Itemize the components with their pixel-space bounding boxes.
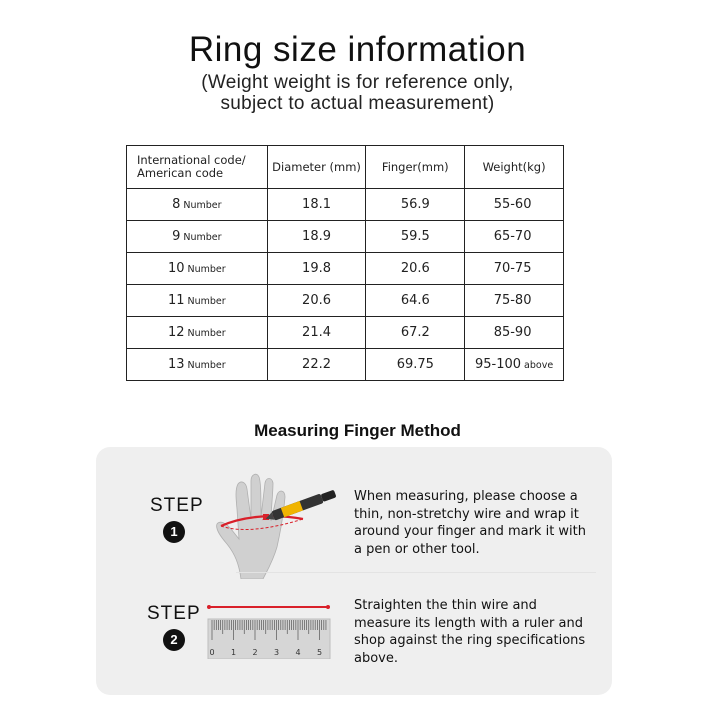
diameter-cell: 18.1 — [267, 189, 366, 221]
size-value: 11 — [167, 293, 185, 308]
size-unit: Number — [183, 232, 222, 243]
size-cell — [127, 189, 268, 221]
header-code-line-1: International code/ — [137, 153, 246, 167]
diameter-cell: 18.9 — [267, 221, 366, 253]
table-row — [127, 285, 564, 317]
ruler-icon — [206, 599, 336, 659]
table-header-row — [127, 146, 564, 189]
method-panel — [96, 447, 612, 695]
table-row — [127, 349, 564, 381]
finger-cell: 69.75 — [366, 349, 465, 381]
weight-cell — [465, 285, 564, 317]
size-cell — [127, 317, 268, 349]
weight-note: above — [524, 360, 554, 371]
size-unit: Number — [187, 264, 226, 275]
weight-value: 85-90 — [493, 325, 532, 340]
weight-cell — [465, 349, 564, 381]
size-cell — [127, 253, 268, 285]
step-2-label: STEP — [147, 603, 201, 624]
weight-value: 95-100 — [475, 357, 522, 372]
subtitle-line-2: subject to actual measurement) — [220, 93, 495, 114]
step-2-text: Straighten the thin wire and measure its length with a ruler and shop against the ring specifications above. — [354, 598, 586, 666]
size-value: 8 — [172, 197, 181, 212]
diameter-cell: 22.2 — [267, 349, 366, 381]
step-2-number: 2 — [163, 629, 185, 651]
header-code-line-2: American code — [137, 166, 224, 180]
ruler-tick-label: 4 — [295, 648, 301, 657]
weight-cell — [465, 317, 564, 349]
size-unit: Number — [187, 328, 226, 339]
ring-size-table — [126, 145, 564, 381]
subtitle-line-1: (Weight weight is for reference only, — [201, 72, 514, 93]
size-value: 10 — [167, 261, 185, 276]
finger-cell: 20.6 — [366, 253, 465, 285]
size-cell — [127, 285, 268, 317]
page-subtitle — [0, 72, 715, 114]
finger-cell: 67.2 — [366, 317, 465, 349]
table-row — [127, 189, 564, 221]
size-unit: Number — [187, 360, 226, 371]
ruler-tick-label: 2 — [252, 648, 258, 657]
finger-cell: 59.5 — [366, 221, 465, 253]
ruler-tick-label: 0 — [209, 648, 215, 657]
header-weight: Weight(kg) — [465, 146, 564, 189]
size-cell — [127, 349, 268, 381]
diameter-cell: 21.4 — [267, 317, 366, 349]
finger-cell: 56.9 — [366, 189, 465, 221]
page-title: Ring size information — [188, 30, 527, 69]
size-value: 9 — [172, 229, 181, 244]
weight-cell — [465, 221, 564, 253]
header-finger: Finger(mm) — [366, 146, 465, 189]
weight-cell — [465, 189, 564, 221]
ruler-tick-label: 3 — [273, 648, 280, 657]
ruler-tick-label: 1 — [230, 648, 237, 657]
weight-value: 70-75 — [493, 261, 532, 276]
ruler-tick-label: 5 — [316, 648, 323, 657]
weight-value: 75-80 — [493, 293, 532, 308]
header-diameter: Diameter (mm) — [267, 146, 366, 189]
size-unit: Number — [187, 296, 226, 307]
method-title: Measuring Finger Method — [254, 421, 461, 440]
hand-with-pen-icon — [211, 469, 361, 579]
size-value: 12 — [167, 325, 185, 340]
step-1-number: 1 — [163, 521, 185, 543]
step-divider — [236, 572, 596, 573]
step-1-text: When measuring, please choose a thin, non-stretchy wire and wrap it around your finger and mark it with a pen or other tool. — [354, 489, 587, 557]
table-row — [127, 317, 564, 349]
weight-cell — [465, 253, 564, 285]
size-value: 13 — [167, 357, 185, 372]
table-row — [127, 221, 564, 253]
weight-value: 65-70 — [493, 229, 532, 244]
weight-value: 55-60 — [493, 197, 532, 212]
size-cell — [127, 221, 268, 253]
header-code — [127, 146, 268, 189]
table-row — [127, 253, 564, 285]
step-1-label: STEP — [150, 495, 204, 516]
diameter-cell: 20.6 — [267, 285, 366, 317]
size-unit: Number — [183, 200, 222, 211]
finger-cell: 64.6 — [366, 285, 465, 317]
diameter-cell: 19.8 — [267, 253, 366, 285]
